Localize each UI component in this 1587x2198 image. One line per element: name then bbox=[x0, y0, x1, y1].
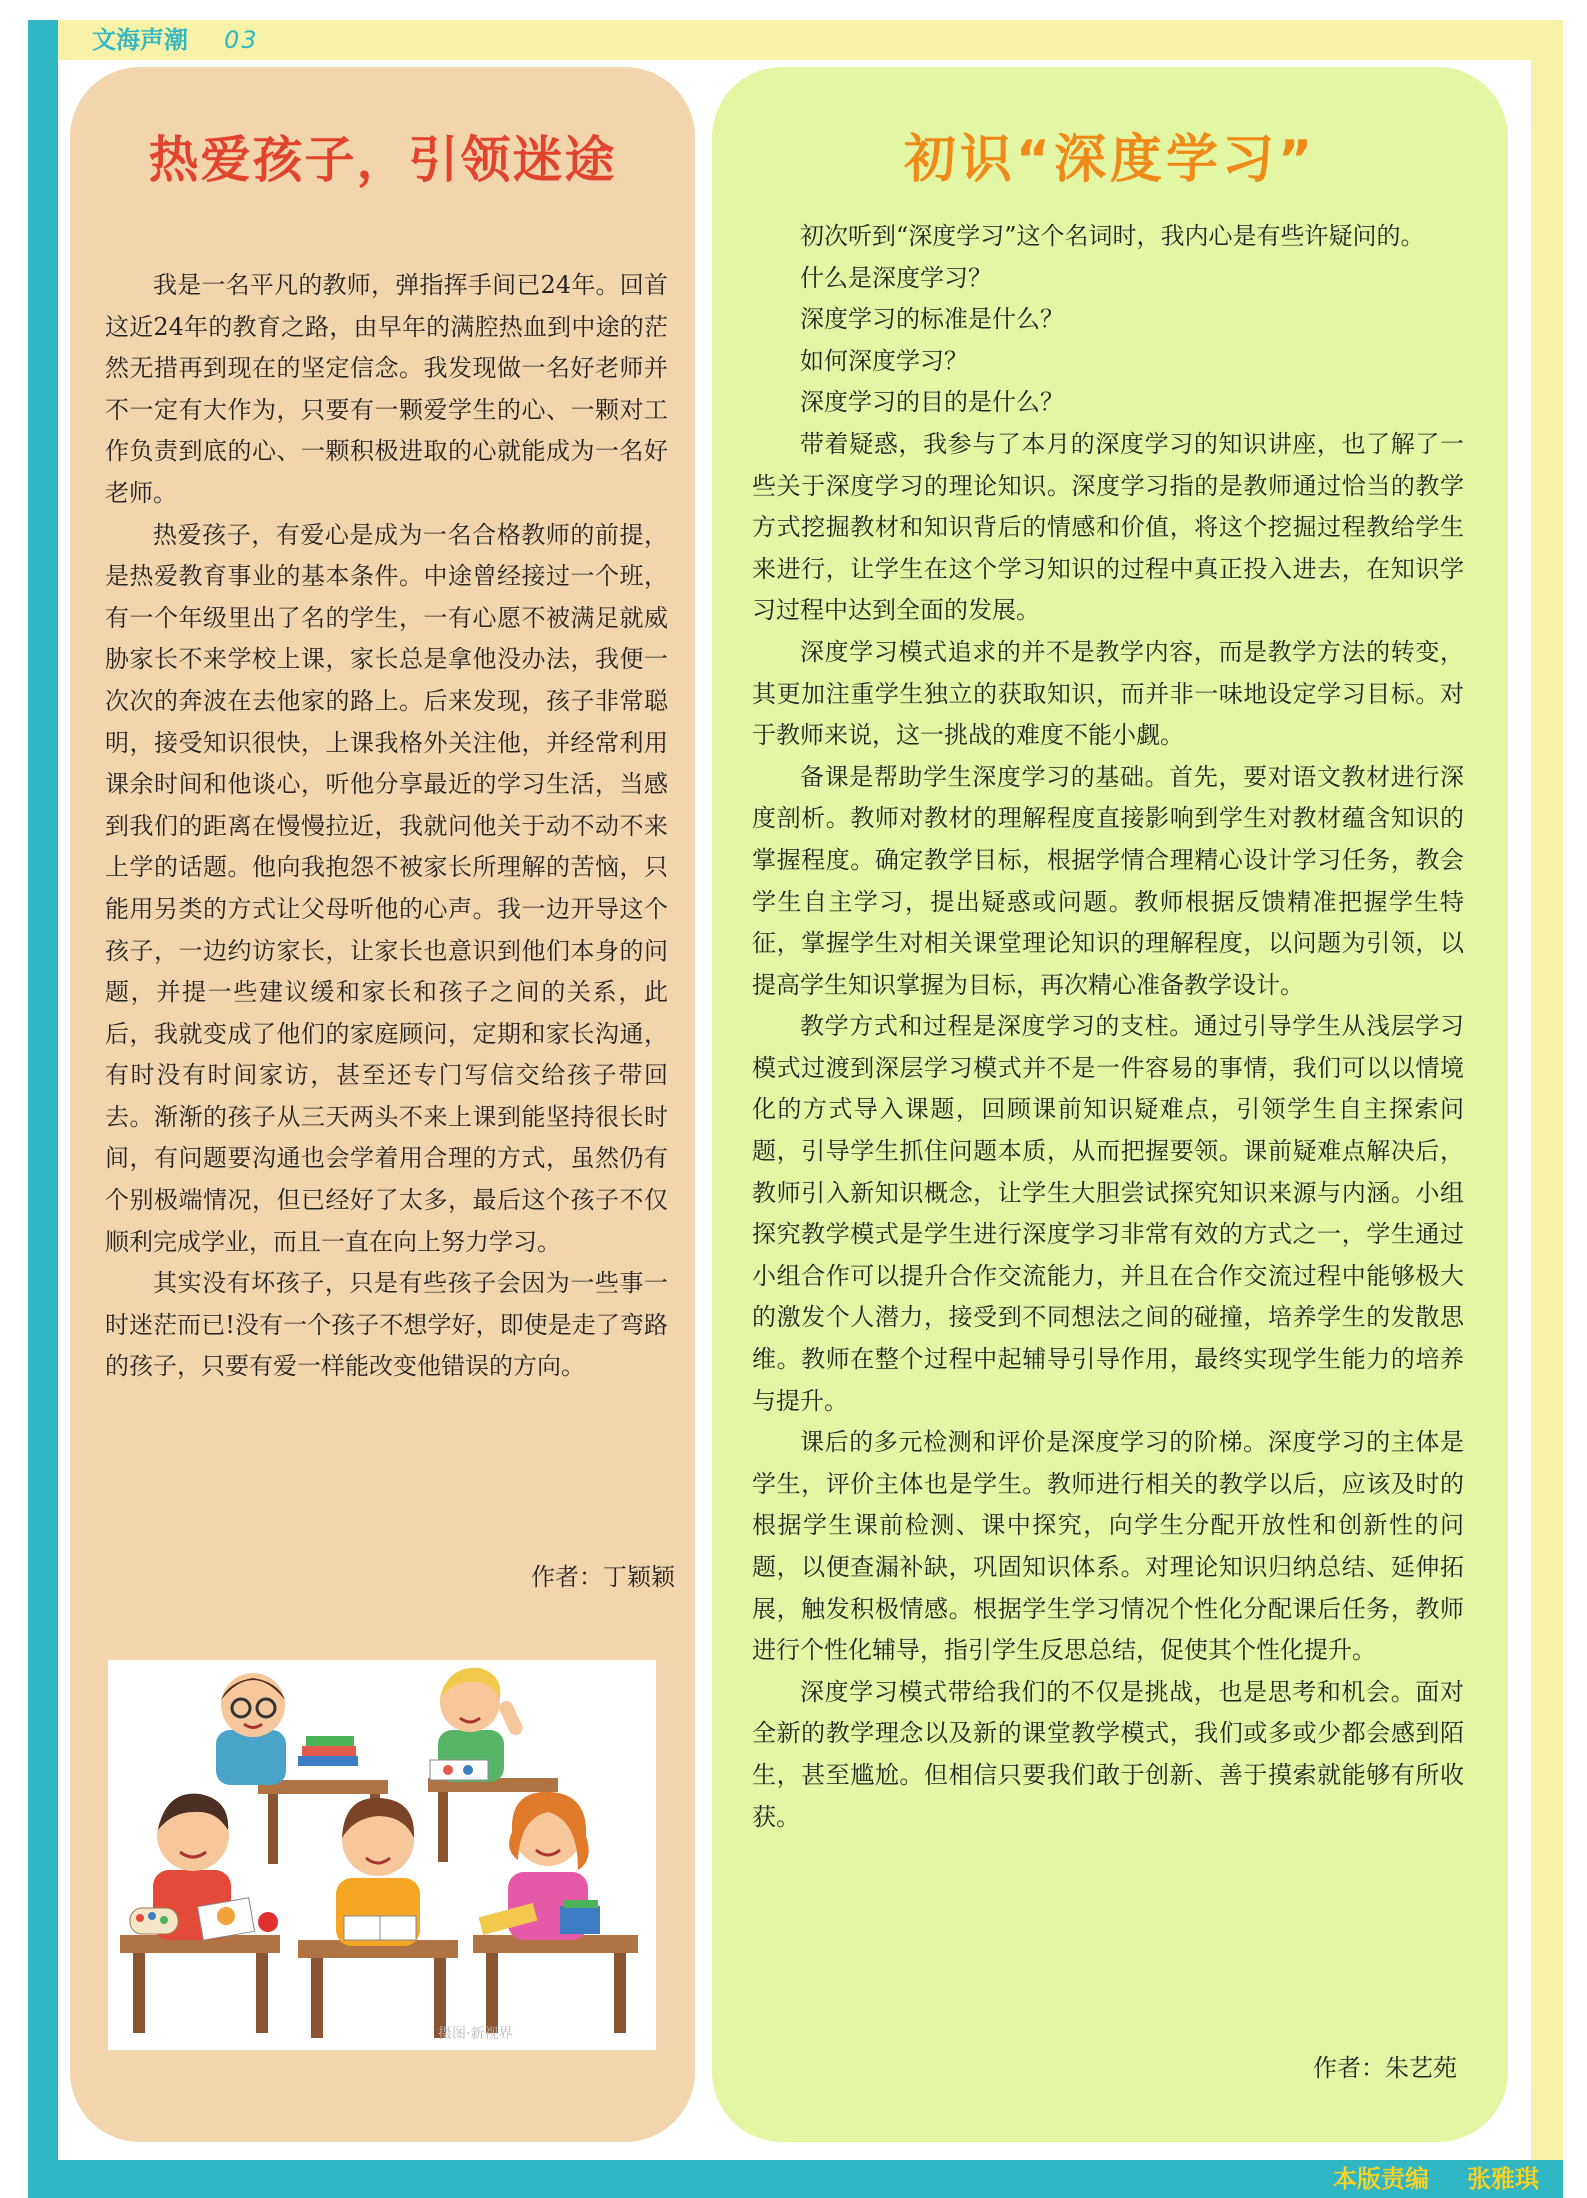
frame-right-bar bbox=[1531, 20, 1563, 2170]
right-paragraph: 备课是帮助学生深度学习的基础。首先，要对语文教材进行深度剖析。教师对教材的理解程度直接影响到学生对教材蕴含知识的掌握程度。确定教学目标，根据学情合理精心设计学习任务，教会学生自主学习，提出疑惑或问题。教师根据反馈精准把握学生特征，掌握学生对相关课堂理论知识的理解程度，以问题为引领，以提高学生知识掌握为目标，再次精心准备教学设计。 bbox=[752, 762, 1464, 999]
right-question: 深度学习的标准是什么？ bbox=[800, 305, 1064, 334]
right-question: 什么是深度学习？ bbox=[800, 263, 992, 292]
image-watermark: 摄图·新视界 bbox=[438, 2026, 513, 2042]
left-paragraph: 其实没有坏孩子，只是有些孩子会因为一些事一时迷茫而已!没有一个孩子不想学好，即使是走了弯路的孩子，只要有爱一样能改变他错误的方向。 bbox=[105, 1269, 668, 1381]
right-article-title: 初识“深度学习” bbox=[903, 130, 1317, 190]
left-article-title: 热爱孩子，引领迷途 bbox=[148, 131, 617, 189]
frame-left-bar bbox=[28, 20, 58, 2195]
right-paragraph: 教学方式和过程是深度学习的支柱。通过引导学生从浅层学习模式过渡到深层学习模式并不是一件容易的事情，我们可以以情境化的方式导入课题，回顾课前知识疑难点，引领学生自主探索问题，引导学生抓住问题本质，从而把握要领。课前疑难点解决后，教师引入新知识概念，让学生大胆尝试探究知识来源与内涵。小组探究教学模式是学生进行深度学习非常有效的方式之一，学生通过小组合作可以提升合作交流能力，并且在合作交流过程中能够极大的激发个人潜力，接受到不同想法之间的碰撞，培养学生的发散思维。教师在整个过程中起辅导引导作用，最终实现学生能力的培养与提升。 bbox=[752, 1012, 1464, 1415]
right-paragraph: 带着疑惑，我参与了本月的深度学习的知识讲座，也了解了一些关于深度学习的理论知识。深度学习指的是教师通过恰当的教学方式挖掘教材和知识背后的情感和价值，将这个挖掘过程教给学生来进行，让学生在这个学习知识的过程中真正投入进去，在知识学习过程中达到全面的发展。 bbox=[752, 429, 1464, 625]
page-footer bbox=[1333, 2160, 1539, 2198]
footer-label: 本版责编 bbox=[1333, 2165, 1429, 2193]
classroom-illustration-svg bbox=[108, 1660, 656, 2050]
page-header bbox=[92, 22, 259, 58]
frame-top-bar bbox=[58, 20, 1563, 60]
left-paragraph: 热爱孩子，有爱心是成为一名合格教师的前提，是热爱教育事业的基本条件。中途曾经接过一个班，有一个年级里出了名的学生，一有心愿不被满足就威胁家长不来学校上课，家长总是拿他没办法，我便一次次的奔波在去他家的路上。后来发现，孩子非常聪明，接受知识很快，上课我格外关注他，并经常利用课余时间和他谈心，听他分享最近的学习生活，当感到我们的距离在慢慢拉近，我就问他关于动不动不来上学的话题。他向我抱怨不被家长所理解的苦恼，只能用另类的方式让父母听他的心声。我一边开导这个孩子，一边约访家长，让家长也意识到他们本身的问题，并提一些建议缓和家长和孩子之间的关系，此后，我就变成了他们的家庭顾问，定期和家长沟通，有时没有时间家访，甚至还专门写信交给孩子带回去。渐渐的孩子从三天两头不来上课到能坚持很长时间，有问题要沟通也会学着用合理的方式，虽然仍有个别极端情况，但已经好了太多，最后这个孩子不仅顺利完成学业，而且一直在向上努力学习。 bbox=[105, 520, 668, 1256]
page-number: 03 bbox=[224, 26, 259, 54]
footer-editor: 张雅琪 bbox=[1467, 2165, 1539, 2193]
right-article-author: 作者：朱艺苑 bbox=[1313, 2054, 1457, 2082]
right-question: 深度学习的目的是什么？ bbox=[800, 388, 1064, 417]
right-paragraph: 深度学习模式追求的并不是教学内容，而是教学方法的转变，其更加注重学生独立的获取知识，而并非一味地设定学习目标。对于教师来说，这一挑战的难度不能小觑。 bbox=[752, 637, 1464, 750]
left-article-body bbox=[105, 265, 668, 1388]
children-classroom-illustration bbox=[108, 1660, 656, 2050]
right-paragraph: 初次听到“深度学习”这个名词时，我内心是有些许疑问的。 bbox=[800, 222, 1425, 250]
right-paragraph: 深度学习模式带给我们的不仅是挑战，也是思考和机会。面对全新的教学理念以及新的课堂教学模式，我们或多或少都会感到陌生，甚至尴尬。但相信只要我们敢于创新、善于摸索就能够有所收获。 bbox=[752, 1677, 1464, 1831]
right-paragraph: 课后的多元检测和评价是深度学习的阶梯。深度学习的主体是学生，评价主体也是学生。教师进行相关的教学以后，应该及时的根据学生课前检测、课中探究，向学生分配开放性和创新性的问题，以便查漏补缺，巩固知识体系。对理论知识归纳总结、延伸拓展，触发积极情感。根据学生学习情况个性化分配课后任务，教师进行个性化辅导，指引学生反思总结，促使其个性化提升。 bbox=[752, 1428, 1464, 1665]
left-article-author: 作者：丁颖颖 bbox=[531, 1563, 675, 1591]
right-article-body bbox=[752, 216, 1464, 1838]
section-title: 文海声潮 bbox=[92, 26, 188, 54]
left-paragraph: 我是一名平凡的教师，弹指挥手间已24年。回首这近24年的教育之路，由早年的满腔热血到中途的茫然无措再到现在的坚定信念。我发现做一名好老师并不一定有大作为，只要有一颗爱学生的心、一颗对工作负责到底的心、一颗积极进取的心就能成为一名好老师。 bbox=[105, 271, 668, 507]
right-question: 如何深度学习？ bbox=[800, 346, 968, 375]
